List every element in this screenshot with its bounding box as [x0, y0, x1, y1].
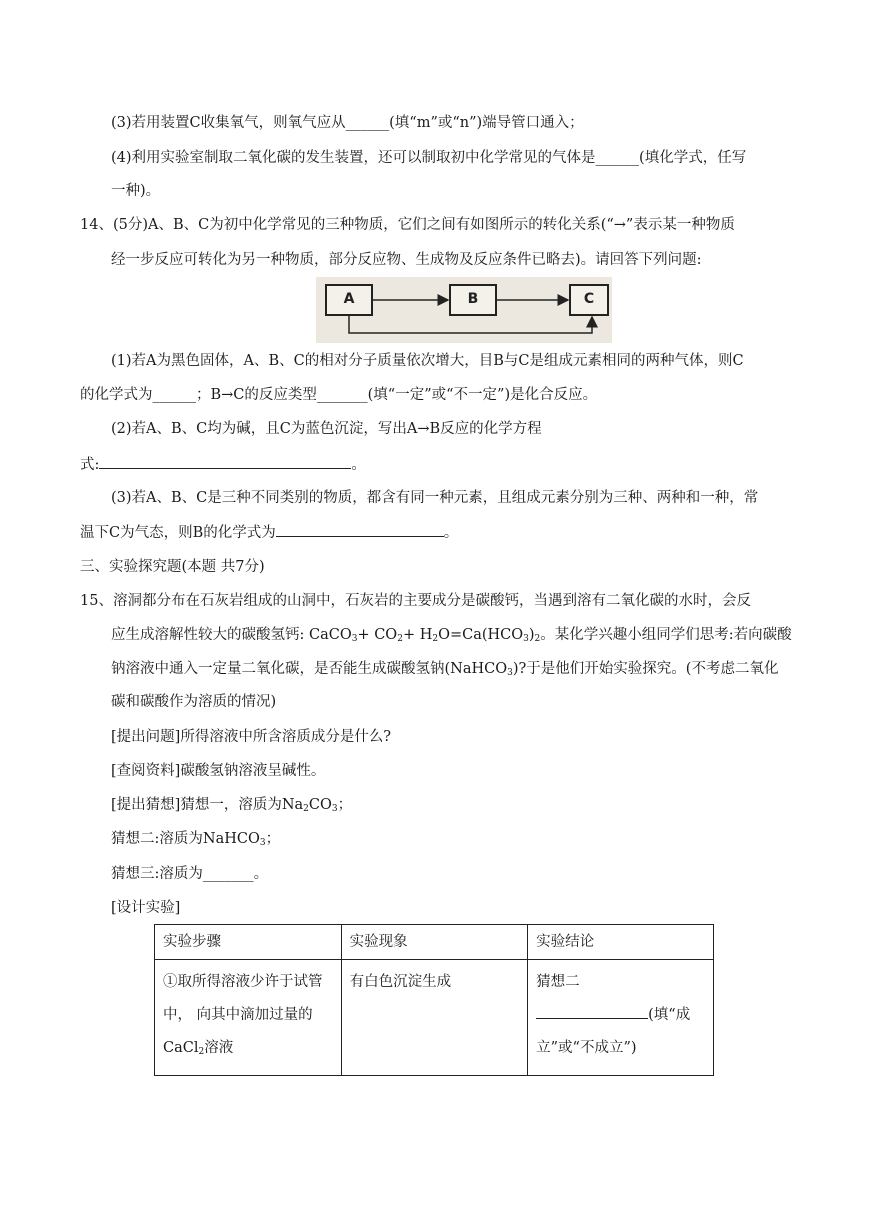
box-b-label: B [467, 291, 479, 307]
q14-part2-prefix: 式: [80, 457, 100, 473]
subscript-3: 3 [331, 804, 338, 814]
header-steps: 实验步骤 [155, 925, 342, 960]
cell-phenomenon [341, 960, 528, 1076]
q15-info: [查阅资料]碳酸氢钠溶液呈碱性。 [111, 763, 326, 779]
guess-text: [提出猜想]猜想一，溶质为Na [111, 797, 304, 813]
q14-part3-line2 [80, 522, 458, 543]
formula: CaCl [163, 1040, 199, 1056]
q14-part3-line1: (3)若A、B、C是三种不同类别的物质，都含有同一种元素，且组成元素分别为三种、两种和一种，常 [111, 490, 759, 506]
q14-stem-line2: 经一步反应可转化为另一种物质，部分反应物、生成物及反应条件已略去)。请回答下列问题: [111, 252, 702, 268]
table-row [155, 960, 714, 1076]
conversion-diagram [316, 277, 612, 343]
arrow-a-to-c [349, 315, 592, 333]
subscript-3: 3 [259, 838, 266, 848]
q14-part2-suffix: 。 [351, 457, 366, 473]
q13-part3: (3)若用装置C收集氧气，则氧气应从______(填“m”或“n”)端导管口通入； [111, 115, 584, 131]
guess-text: ； [265, 831, 281, 847]
q15-design: [设计实验] [111, 900, 181, 916]
subscript-3: 3 [507, 668, 513, 678]
conclusion-text: (填“成 [648, 1007, 691, 1023]
header-phenomenon: 实验现象 [341, 925, 528, 960]
conclusion-line: 立”或“不成立”) [536, 1040, 637, 1056]
subscript-2: 2 [198, 1047, 205, 1057]
subscript-3: 3 [523, 634, 529, 644]
conclusion-line [536, 999, 705, 1032]
equation-part: 应生成溶解性较大的碳酸氢钙: CaCO [111, 627, 352, 643]
q14-part2-line2 [80, 454, 366, 475]
subscript-2: 2 [432, 634, 439, 644]
answer-blank [99, 454, 351, 469]
experiment-table [154, 924, 714, 1076]
equation-part: O=Ca(HCO [438, 627, 524, 643]
guess-text: CO [308, 797, 332, 813]
q15-guess2 [111, 829, 280, 853]
table-header-row [155, 925, 714, 960]
q14-part1-line1: (1)若A为黑色固体，A、B、C的相对分子质量依次增大，目B与C是组成元素相同的两种气体，则C [111, 353, 744, 369]
conclusion-line: 猜想二 [536, 974, 580, 990]
cell-step [155, 960, 342, 1076]
phenomenon-text: 有白色沉淀生成 [349, 974, 452, 990]
equation-part: + CO [357, 627, 398, 643]
section-heading: 三、实验探究题(本题 共7分) [80, 559, 265, 575]
cell-conclusion [528, 960, 714, 1076]
q15-stem-line3 [111, 659, 778, 683]
q14-part3-prefix: 温下C为气态，则B的化学式为 [80, 525, 276, 541]
q15-stem-line2 [111, 625, 792, 649]
box-a-label: A [343, 291, 355, 307]
equation-part: 。某化学兴趣小组同学们思考:若向碳酸 [540, 627, 792, 643]
step-line: 中， 向其中滴加过量的 [163, 1007, 313, 1023]
q14-part3-suffix: 。 [443, 525, 459, 541]
header-conclusion: 实验结论 [528, 925, 714, 960]
step-line [163, 1032, 333, 1069]
equation-part: ) [528, 627, 535, 643]
subscript-3: 3 [351, 634, 358, 644]
answer-blank [536, 1004, 648, 1019]
subscript-2: 2 [397, 634, 403, 644]
q14-part2-line1: (2)若A、B、C均为碱，且C为蓝色沉淀，写出A→B反应的化学方程 [111, 421, 542, 437]
q15-stem-line4: 碳和碳酸作为溶质的情况) [111, 694, 277, 710]
guess-text: 猜想二:溶质为NaHCO [111, 831, 260, 847]
q15-problem: [提出问题]所得溶液中所含溶质成分是什么? [111, 729, 392, 745]
q14-part1-line2: 的化学式为______；B→C的反应类型_______(填“一定”或“不一定”)是化合反应。 [80, 387, 598, 403]
stem-text: 钠溶液中通入一定量二氧化碳，是否能生成碳酸氢钠(NaHCO [111, 661, 508, 677]
equation-part: + H [402, 627, 433, 643]
subscript-2: 2 [303, 804, 309, 814]
q13-part4-line2: 一种)。 [111, 183, 161, 199]
subscript-2: 2 [534, 634, 541, 644]
answer-blank [276, 522, 444, 537]
step-text: 溶液 [204, 1040, 234, 1056]
q15-guess3: 猜想三:溶质为_______。 [111, 866, 269, 882]
q15-guess1 [111, 795, 352, 819]
q14-stem-line1: 14、(5分)A、B、C为初中化学常见的三种物质，它们之间有如图所示的转化关系(“→”表示某一种物质 [80, 217, 735, 233]
q15-stem-line1: 15、溶洞都分布在石灰岩组成的山洞中，石灰岩的主要成分是碳酸钙，当遇到溶有二氧化碳的水时，会反 [80, 593, 751, 609]
stem-text: )?于是他们开始实验探究。(不考虑二氧化 [512, 661, 779, 677]
step-line: ①取所得溶液少许于试管 [163, 974, 323, 990]
box-c-label: C [583, 291, 595, 307]
q13-part4-line1: (4)利用实验室制取二氧化碳的发生装置，还可以制取初中化学常见的气体是______(填化学式，任写 [111, 150, 747, 166]
guess-text: ； [337, 797, 353, 813]
